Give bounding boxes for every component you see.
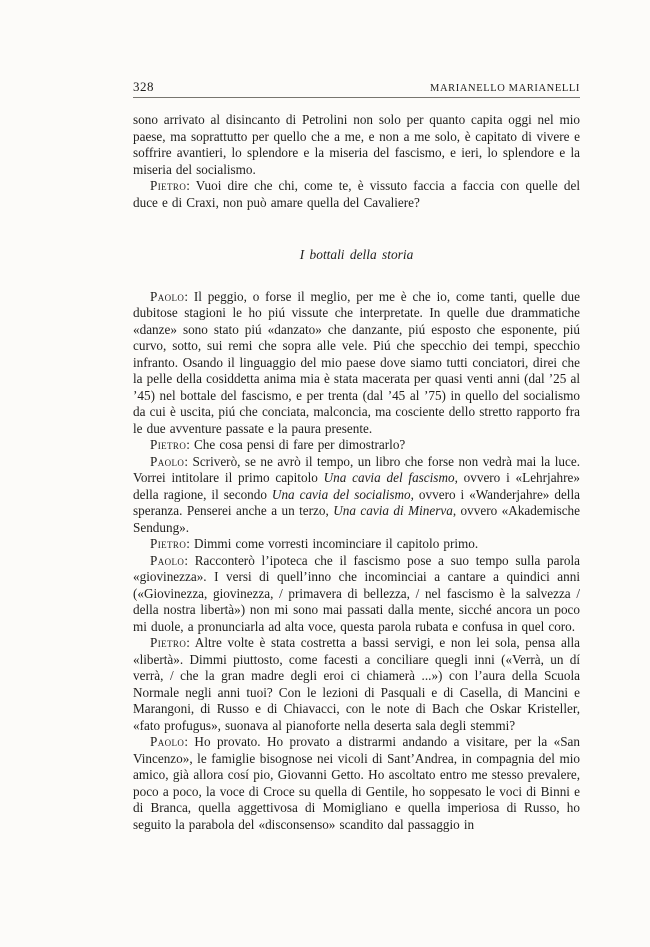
text-run: Una cavia di Minerva <box>333 503 453 518</box>
paragraph <box>133 734 580 833</box>
speaker-name: Paolo <box>150 552 185 568</box>
page-header <box>133 79 580 95</box>
paragraph <box>133 437 580 454</box>
text-run: : Altre volte è stata costretta a bassi servigi, e non lei sola, pensa alla «libertà». Dimmi piuttosto, come facesti a conciliare quegli inni («Verrà, un dí verrà, / che la gran madre degli eroi ci chiamerà ...») con l’aura della Scuola Normale negli anni tuoi? Con le lezioni di Pasquali e di Casella, di Mancini e Marangoni, di Russo e di Chiavacci, con le note di Bach che Oskar Kristeller, «fato profugus», suonava al pianoforte nella deserta sala degli stemmi? <box>133 635 580 733</box>
speaker-name: Paolo <box>150 288 185 304</box>
paragraph <box>133 553 580 636</box>
text-run: Una cavia del fascismo <box>323 470 455 485</box>
text-run: : Che cosa pensi di fare per dimostrarlo? <box>186 437 406 452</box>
speaker-name: Pietro <box>150 536 187 551</box>
text-run: Una cavia del socialismo <box>271 486 411 502</box>
speaker-name: Paolo <box>150 734 185 749</box>
speaker-name: Paolo <box>150 453 185 469</box>
text-run: : Il peggio, o forse il meglio, per me è che io, come tanti, quelle due dubitose stagioni le ho piú vissute che interpretate. In quelle due drammatiche «danze» sono stato piú «danzato» che danzante, piú esposto che esponente, piú curvo, sotto, sui remi che sopra alle vele. Piú che specchio dei tempi, specchio infranto. Osando il linguaggio del mio paese dove siamo tutti conciatori, direi che la pelle della cosiddetta anima mia è stata macerata per quasi venti anni (dal ’25 al ’45) nel bottale del fascismo, e per trenta (dal ’45 al ’75) in quello del socialismo da cui è uscita, piú che conciata, malconcia, ma cosciente dello stretto rapporto fra le due avventure passate e la paura presente. <box>133 288 580 436</box>
text-run: : Dimmi come vorresti incominciare il capitolo primo. <box>186 536 479 551</box>
text-run: : Vuoi dire che chi, come te, è vissuto faccia a faccia con quelle del duce e di Craxi, non può amare quella del Cavaliere? <box>133 178 580 210</box>
text-run: , ovvero i «Lehrjahre» della ragione, il secondo <box>133 470 580 502</box>
paragraph <box>133 536 580 553</box>
section-heading: I bottali della storia <box>299 247 414 262</box>
text-run: , ovvero «Akademische Sendung». <box>133 503 580 535</box>
paragraph <box>133 178 580 211</box>
speaker-name: Pietro <box>150 437 187 452</box>
speaker-name: Pietro <box>150 635 187 650</box>
page-number: 328 <box>133 79 154 94</box>
running-title: MARIANELLO MARIANELLI <box>430 83 580 94</box>
text-run: sono arrivato al disincanto di Petrolini non solo per quanto capita oggi nel mio paese, ma soprattutto per quello che a me, e non a me solo, è capitato di vivere e soffrire avantieri, lo splendore e la miseria del fascismo, e ieri, lo splendore e la miseria del socialismo. <box>133 112 580 177</box>
page-body <box>133 112 580 833</box>
paragraph <box>133 289 580 438</box>
speaker-name: Pietro <box>150 178 187 193</box>
text-run: : Racconterò l’ipoteca che il fascismo pose a suo tempo sulla parola «giovinezza». I versi di quell’inno che incominciai a cantare a quindici anni («Giovinezza, giovinezza, / primavera di bellezza, / nel fascismo è la salvezza / della nostra libertà») non mi sono mai passati dalla mente, sicché ancora un poco mi duole, a pronunciarla ad alta voce, questa parola rubata e confusa in quel coro. <box>133 552 580 634</box>
text-run: , ovvero i «Wanderjahre» della speranza. Penserei anche a un terzo, <box>133 486 580 518</box>
paragraph <box>133 635 580 734</box>
header-rule <box>133 97 580 98</box>
paragraph <box>133 112 580 178</box>
paragraph <box>133 454 580 537</box>
text-run: : Scriverò, se ne avrò il tempo, un libro che forse non vedrà mai la luce. Vorrei intitolare il primo capitolo <box>133 453 580 485</box>
text-run: : Ho provato. Ho provato a distrarmi andando a visitare, per la «San Vincenzo», le famiglie bisognose nei vicoli di Sant’Andrea, in compagnia del mio amico, già allora cosí pio, Giovanni Getto. Ho ascoltato entro me stesso prevalere, poco a poco, la voce di Croce su quella di Gentile, ho soppesato le voci di Binni e di Branca, quella aggettivosa di Momigliano e quella imperiosa di Russo, ho seguito la parabola del «disconsenso» scandito dal passaggio in <box>133 734 580 832</box>
